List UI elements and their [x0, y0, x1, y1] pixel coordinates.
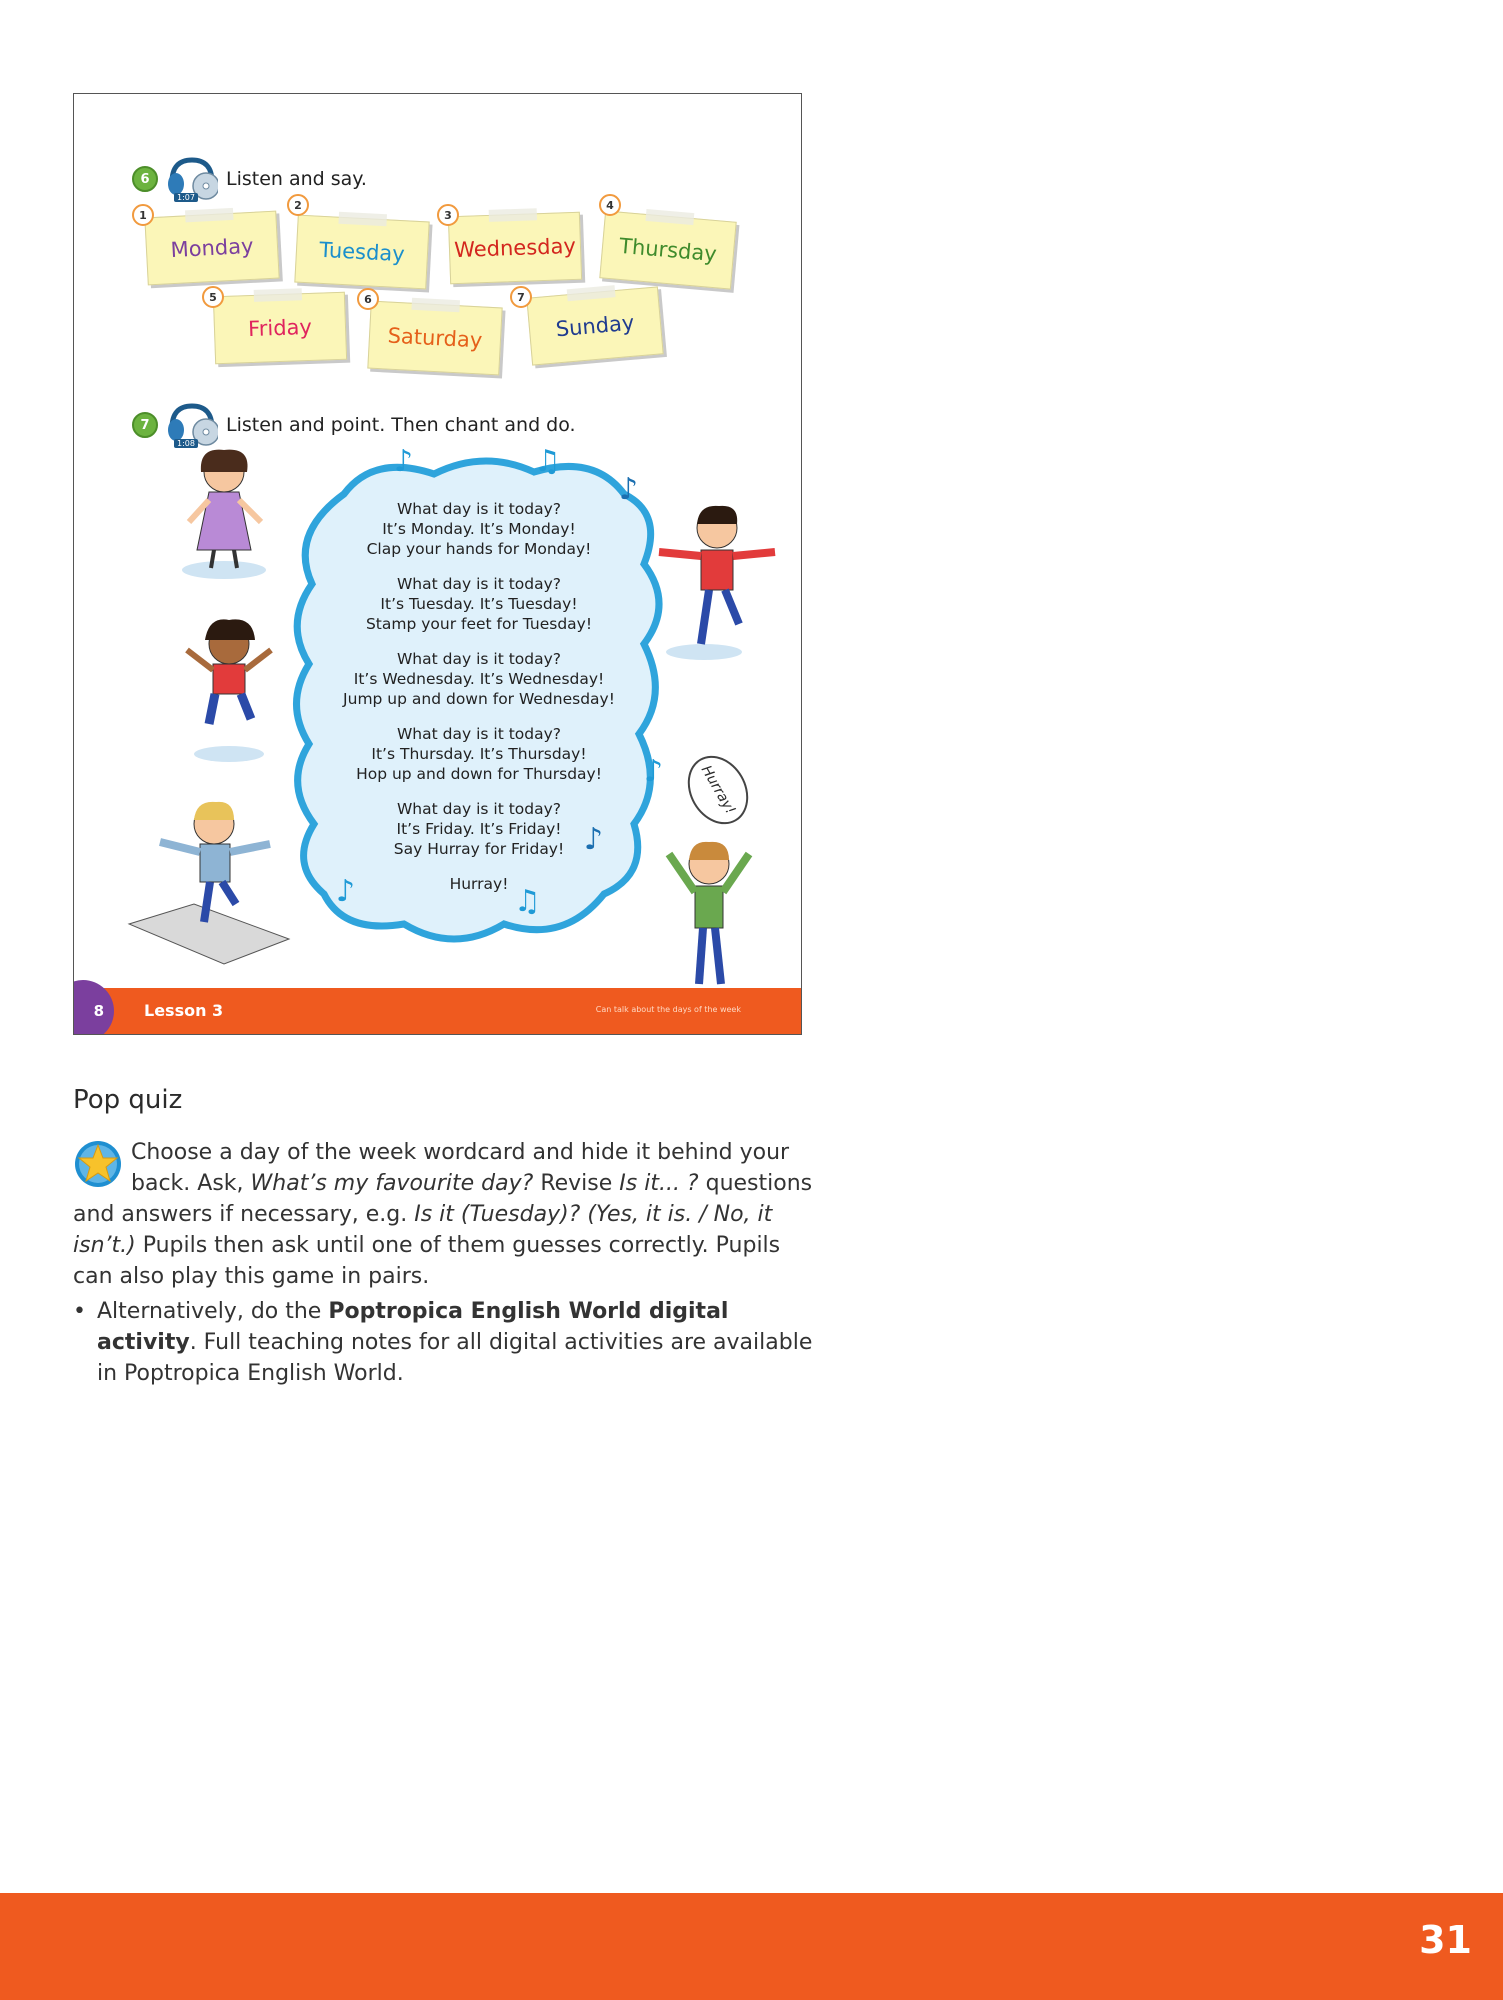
day-label: Monday — [169, 233, 255, 263]
music-note-icon: ♫ — [514, 884, 541, 919]
activity-number-badge: 6 — [132, 166, 158, 192]
card-number: 3 — [437, 204, 459, 226]
card-number: 7 — [510, 286, 532, 308]
chant-stanza-monday: What day is it today? It’s Monday. It’s Monday! Clap your hands for Monday! — [366, 500, 592, 558]
audio-track-number: 1:07 — [174, 193, 198, 202]
boy-stamping-illustration — [639, 494, 789, 664]
pop-quiz-notes — [73, 1137, 813, 1389]
activity-number-badge: 7 — [132, 412, 158, 438]
chant-stanza-thursday: What day is it today? It’s Thursday. It’s Thursday! Hop up and down for Thursday! — [356, 725, 602, 783]
page-footer-bar — [0, 1893, 1503, 2000]
day-card-sunday[interactable] — [526, 286, 663, 365]
card-number: 1 — [132, 204, 154, 226]
girl-clapping-illustration — [169, 442, 289, 582]
day-card-monday[interactable] — [144, 211, 279, 286]
card-number: 6 — [357, 288, 379, 310]
girl-jumping-illustration — [169, 614, 289, 764]
day-label: Thursday — [618, 233, 718, 267]
page-number: 31 — [1419, 1918, 1472, 1962]
pop-quiz-heading: Pop quiz — [73, 1085, 183, 1115]
chant-stanza-wednesday: What day is it today? It’s Wednesday. It’s Wednesday! Jump up and down for Wednesday! — [343, 650, 615, 708]
audio-cd-icon[interactable] — [166, 156, 218, 202]
day-label: Saturday — [387, 323, 483, 353]
music-note-icon: ♪ — [644, 754, 664, 789]
chant-stanza-friday: What day is it today? It’s Friday. It’s Friday! Say Hurray for Friday! — [393, 800, 565, 858]
lesson-goal: Can talk about the days of the week — [595, 1005, 741, 1014]
day-label: Wednesday — [453, 233, 577, 263]
pop-quiz-paragraph: Choose a day of the week wordcard and hide it behind your back. Ask, What’s my favourite day? Revise Is it... ? questions and answers if necessary, e.g. Is it (Tuesday)? (Yes, it is. / No, it isn’t.) Pupils then ask until one of them guesses correctly. Pupils can also play this game in pairs. — [73, 1140, 813, 1289]
chant-ending: Hurray! — [449, 875, 509, 893]
lesson-label: Lesson 3 — [144, 1001, 224, 1020]
girl-cheering-illustration — [659, 834, 759, 994]
speech-bubble: Hurray! — [676, 745, 760, 835]
audio-track-number: 1:08 — [174, 439, 198, 448]
day-card-friday[interactable] — [213, 292, 347, 365]
book-page-number: 8 — [73, 980, 114, 1035]
day-label: Tuesday — [318, 237, 406, 267]
card-number: 4 — [599, 194, 621, 216]
chant-stanza-tuesday: What day is it today? It’s Tuesday. It’s Tuesday! Stamp your feet for Tuesday! — [365, 575, 593, 633]
day-card-saturday[interactable] — [367, 301, 502, 376]
music-note-icon: ♫ — [534, 444, 561, 479]
day-label: Friday — [247, 314, 313, 342]
day-card-wednesday[interactable] — [448, 212, 582, 285]
day-label: Sunday — [554, 310, 636, 342]
chant-text — [299, 499, 659, 894]
lesson-footer-bar — [74, 988, 801, 1034]
activity-instruction: Listen and point. Then chant and do. — [226, 414, 576, 436]
boy-hopping-illustration — [124, 794, 294, 974]
day-card-thursday[interactable] — [599, 210, 736, 289]
activity-instruction: Listen and say. — [226, 168, 367, 190]
music-note-icon: ♪ — [619, 472, 639, 507]
music-note-icon: ♪ — [394, 444, 414, 479]
day-card-tuesday[interactable] — [294, 215, 429, 290]
card-number: 5 — [202, 286, 224, 308]
music-note-icon: ♪ — [584, 822, 604, 857]
card-number: 2 — [287, 194, 309, 216]
activity-6-header — [132, 156, 367, 202]
music-note-icon: ♪ — [336, 874, 356, 909]
digital-activity-bullet: • Alternatively, do the Poptropica English World digital activity. Full teaching notes for all digital activities are available in Poptropica English World. — [73, 1296, 813, 1389]
student-book-page — [73, 93, 802, 1035]
star-icon — [73, 1139, 123, 1189]
